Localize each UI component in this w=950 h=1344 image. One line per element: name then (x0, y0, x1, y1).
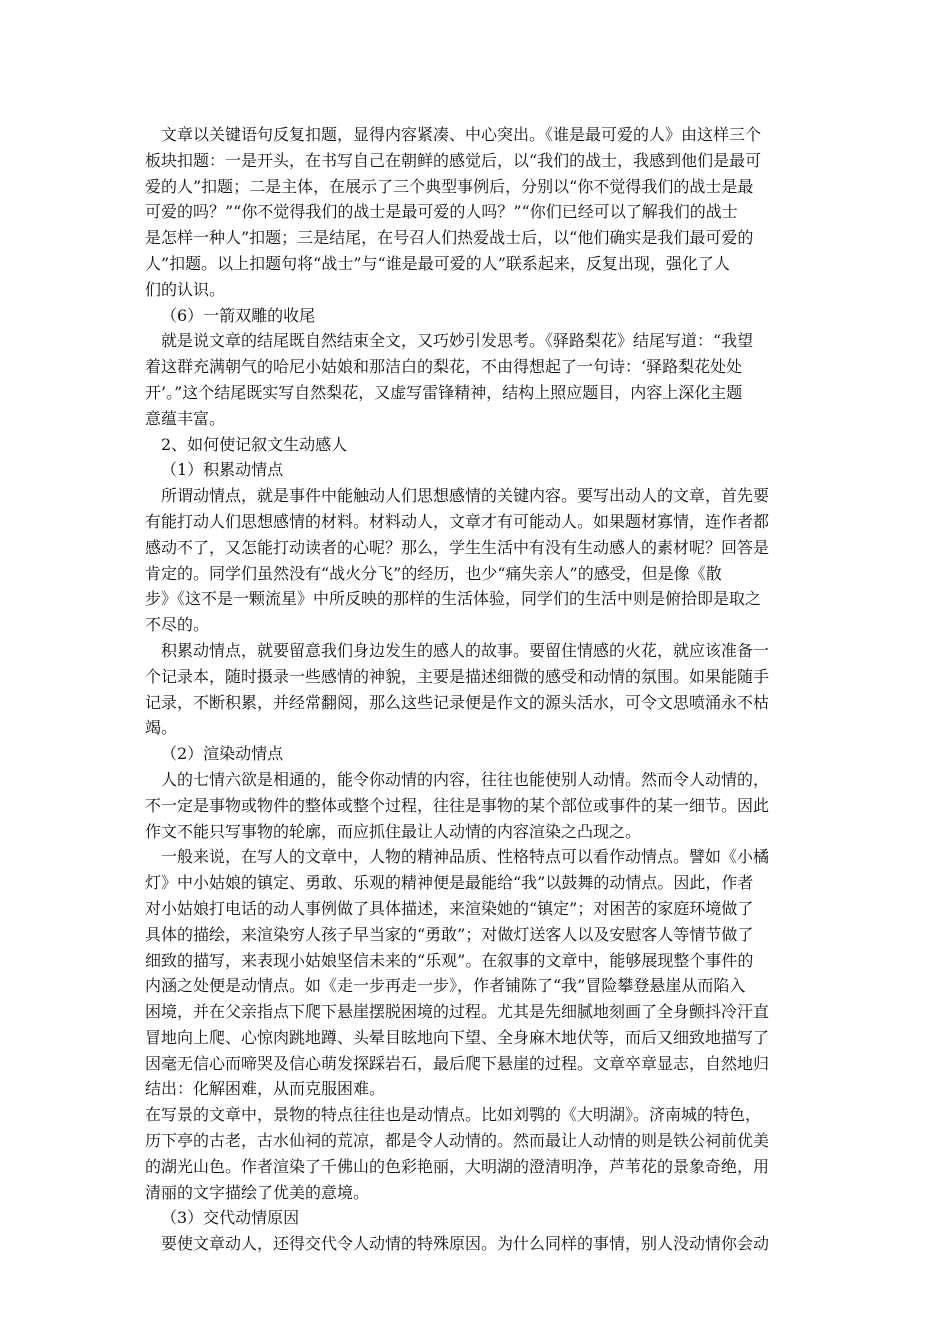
text-line: 细致的描写，来表现小姑娘坚信未来的“乐观”。在叙事的文章中，能够展现整个事件的 (145, 950, 754, 970)
text-line: 对小姑娘打电话的动人事例做了具体描述，来渲染她的“镇定”；对困苦的家庭环境做了 (145, 898, 754, 918)
text-line: 有能打动人们思想感情的材料。材料动人，文章才有可能动人。如果题材寡情，连作者都 (145, 511, 770, 531)
text-line: 文章以关键语句反复扣题，显得内容紧凑、中心突出。《谁是最可爱的人》由这样三个 (161, 125, 762, 144)
section-heading: （3）交代动情原因 (161, 1208, 300, 1228)
text-line: 感动不了，又怎能打动读者的心呢？那么，学生生活中有没有生动感人的素材呢？回答是 (145, 537, 770, 557)
section-heading: （1）积累动情点 (161, 460, 284, 480)
text-line: 一般来说，在写人的文章中，人物的精神品质、性格特点可以看作动情点。譬如《小橘 (161, 847, 770, 867)
section-heading: （2）渲染动情点 (161, 744, 284, 764)
text-line: 们的认识。 (145, 279, 226, 299)
text-line: 冒地向上爬、心惊肉跳地蹲、头晕目眩地向下望、全身麻木地伏等，而后又细致地描写了 (145, 1027, 770, 1047)
text-line: 可爱的吗？”“你不觉得我们的战士是最可爱的人吗？”“你们已经可以了解我们的战士 (145, 202, 738, 222)
text-line: 在写景的文章中，景物的特点往往也是动情点。比如刘鹗的《大明湖》。济南城的特色， (145, 1105, 762, 1125)
text-line: 着这群充满朝气的哈尼小姑娘和那洁白的梨花，不由得想起了一句诗：‘驿路梨花处处 (145, 357, 743, 377)
section-heading: （6）一箭双雕的收尾 (161, 305, 316, 325)
text-line: 步》《这不是一颗流星》中所反映的那样的生活体验，同学们的生活中则是俯拾即是取之 (145, 589, 762, 609)
text-line: 人”扣题。以上扣题句将“战士”与“谁是最可爱的人”联系起来，反复出现，强化了人 (145, 253, 730, 273)
text-line: 历下亭的古老，古水仙祠的荒凉，都是令人动情的。然而最让人动情的则是铁公祠前优美 (145, 1131, 770, 1151)
text-line: 个记录本，随时摄录一些感情的神貌，主要是描述细微的感受和动情的氛围。如果能随手 (145, 666, 770, 686)
text-line: 积累动情点，就要留意我们身边发生的感人的故事。要留住情感的火花，就应该准备一 (161, 640, 770, 660)
text-line: 作文不能只写事物的轮廓，而应抓住最让人动情的内容渲染之凸现之。 (145, 821, 642, 841)
text-line: 内涵之处便是动情点。如《走一步再走一步》，作者铺陈了“我”冒险攀登悬崖从而陷入 (145, 976, 746, 996)
text-line: 不一定是事物或物件的整体或整个过程，往往是事物的某个部位或事件的某一细节。因此 (145, 795, 770, 815)
text-line: 人的七情六欲是相通的，能令你动情的内容，往往也能使别人动情。然而令人动情的， (161, 769, 770, 789)
text-line: 肯定的。同学们虽然没有“战火分飞”的经历，也少“痛失亲人”的感受，但是像《散 (145, 563, 722, 583)
text-line: 记录，不断积累，并经常翻阅，那么这些记录便是作文的源头活水，可令文思喷涌永不枯 (145, 692, 770, 712)
text-line: 所谓动情点，就是事件中能触动人们思想感情的关键内容。要写出动人的文章，首先要 (161, 486, 770, 506)
text-line: 爱的人”扣题；二是主体，在展示了三个典型事例后，分别以“你不觉得我们的战士是最 (145, 176, 754, 196)
text-line: 结出：化解困难，从而克服困难。 (145, 1079, 386, 1099)
text-line: 因毫无信心而啼哭及信心萌发探踩岩石，最后爬下悬崖的过程。文章卒章显志，自然地归 (145, 1053, 770, 1073)
text-line: 2、如何使记叙文生动感人 (161, 434, 348, 454)
text-line: 意蕴丰富。 (145, 408, 226, 428)
text-line: 的湖光山色。作者渲染了千佛山的色彩艳丽，大明湖的澄清明净，芦苇花的景象奇绝，用 (145, 1156, 770, 1176)
text-line: 清丽的文字描绘了优美的意境。 (145, 1182, 370, 1202)
document-body (145, 122, 810, 1257)
text-line: 不尽的。 (145, 615, 210, 635)
text-line: 灯》中小姑娘的镇定、勇敢、乐观的精神便是最能给“我”以鼓舞的动情点。因此，作者 (145, 873, 754, 893)
text-line: 困境，并在父亲指点下爬下悬崖摆脱困境的过程。尤其是先细腻地刻画了全身颤抖冷汗直 (145, 1002, 770, 1022)
text-line: 竭。 (145, 718, 178, 738)
text-line: 具体的描绘，来渲染穷人孩子早当家的“勇敢”；对做灯送客人以及安慰客人等情节做了 (145, 924, 754, 944)
text-line: 就是说文章的结尾既自然结束全文，又巧妙引发思考。《驿路梨花》结尾写道：“我望 (161, 331, 754, 351)
text-line: 开’。”这个结尾既实写自然梨花，又虚写雷锋精神，结构上照应题目，内容上深化主题 (145, 382, 743, 402)
text-line: 要使文章动人，还得交代令人动情的特殊原因。为什么同样的事情，别人没动情你会动 (161, 1234, 770, 1254)
text-line: 板块扣题：一是开头，在书写自己在朝鲜的感觉后，以“我们的战士，我感到他们是最可 (145, 150, 762, 170)
text-line: 是怎样一种人”扣题；三是结尾，在号召人们热爱战士后，以“他们确实是我们最可爱的 (145, 228, 754, 248)
